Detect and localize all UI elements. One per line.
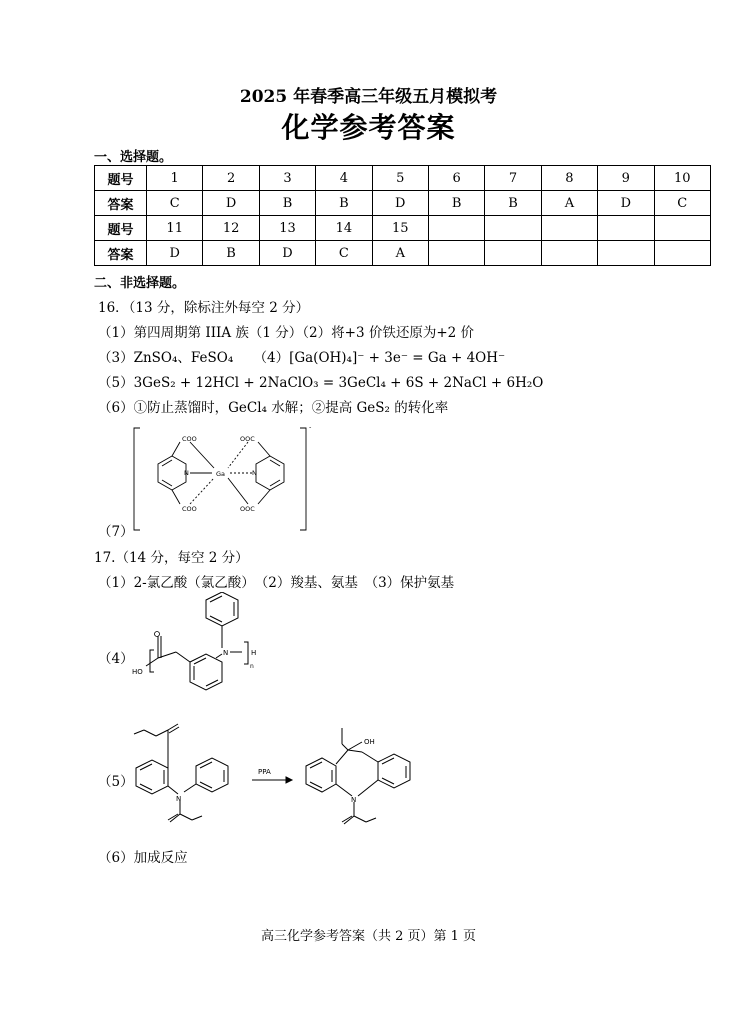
- question-number-row: [95, 166, 711, 191]
- polymer-n-subscript: n: [250, 663, 254, 670]
- ga-top-left-label: COO: [182, 435, 197, 443]
- row-label-question: 题号: [95, 166, 147, 191]
- question-number-cell: [598, 216, 654, 241]
- section1-heading: 一、选择题。: [94, 150, 173, 165]
- question-number-cell: [654, 216, 710, 241]
- polymer-n-label: N: [223, 649, 229, 657]
- answer-table: [94, 165, 711, 266]
- answer-cell: D: [372, 191, 428, 216]
- answer-cell: D: [259, 241, 315, 266]
- reaction-scheme: [126, 722, 426, 842]
- q17-item6: （6）加成反应: [98, 850, 188, 866]
- question-number-cell: 12: [203, 216, 259, 241]
- q17-item5-label: （5）: [98, 774, 134, 790]
- answer-title: 化学参考答案: [281, 111, 456, 144]
- reactant-n-label: N: [176, 795, 182, 803]
- ga-n-left-label: N: [184, 469, 189, 477]
- question-number-cell: 9: [598, 166, 654, 191]
- question-number-cell: [485, 216, 541, 241]
- answer-cell: B: [316, 191, 372, 216]
- q17-line-1: （1）2-氯乙酸（氯乙酸） （2）羧基、氨基 （3）保护氨基: [98, 575, 455, 591]
- page-footer: 高三化学参考答案（共 2 页）第 1 页: [260, 929, 477, 944]
- answer-cell: B: [485, 191, 541, 216]
- question-number-cell: 2: [203, 166, 259, 191]
- answer-cell: C: [654, 191, 710, 216]
- q17-item4-label: （4）: [98, 651, 134, 667]
- ga-charge-label: -: [309, 423, 312, 431]
- answer-cell: D: [598, 191, 654, 216]
- answer-cell: [541, 241, 597, 266]
- answer-cell: D: [203, 191, 259, 216]
- ga-top-right-label: OOC: [240, 435, 255, 443]
- q17-title: 17.（14 分，每空 2 分）: [94, 550, 249, 566]
- polymer-ho-label: HO: [132, 668, 143, 676]
- answer-cell: [428, 241, 484, 266]
- answer-cell: B: [428, 191, 484, 216]
- question-number-cell: 6: [428, 166, 484, 191]
- question-number-cell: 3: [259, 166, 315, 191]
- answer-row: [95, 241, 711, 266]
- reagent-label: PPA: [258, 768, 271, 776]
- question-number-row: [95, 216, 711, 241]
- answer-cell: [598, 241, 654, 266]
- answer-cell: A: [541, 191, 597, 216]
- answer-cell: A: [372, 241, 428, 266]
- answer-cell: C: [316, 241, 372, 266]
- question-number-cell: 14: [316, 216, 372, 241]
- question-number-cell: 4: [316, 166, 372, 191]
- question-number-cell: 15: [372, 216, 428, 241]
- answer-cell: [654, 241, 710, 266]
- question-number-cell: 10: [654, 166, 710, 191]
- row-label-question: 题号: [95, 216, 147, 241]
- question-number-cell: 5: [372, 166, 428, 191]
- answer-cell: B: [203, 241, 259, 266]
- section2-heading: 二、非选择题。: [94, 276, 186, 291]
- answer-cell: C: [147, 191, 203, 216]
- ga-bottom-left-label: COO: [182, 505, 197, 513]
- row-label-answer: 答案: [95, 191, 147, 216]
- product-oh-label: OH: [364, 738, 375, 746]
- q16-item7-label: （7）: [98, 524, 134, 540]
- q16-title: 16．（13 分，除标注外每空 2 分）: [98, 300, 310, 316]
- q16-line-3: （5）3GeS₂ + 12HCl + 2NaClO₃ = 3GeCl₄ + 6S + 2NaCl + 6H₂O: [98, 375, 544, 391]
- question-number-cell: 8: [541, 166, 597, 191]
- answer-cell: [485, 241, 541, 266]
- q16-line-1: （1）第四周期第 IIIA 族（1 分）（2）将+3 价铁还原为+2 价: [98, 325, 475, 341]
- question-number-cell: [428, 216, 484, 241]
- ga-metal-label: Ga: [216, 470, 226, 478]
- ga-n-right-label: N: [252, 469, 257, 477]
- ga-complex-structure: [128, 420, 318, 535]
- ga-bottom-right-label: OOC: [240, 505, 255, 513]
- row-label-answer: 答案: [95, 241, 147, 266]
- product-n-label: N: [351, 796, 357, 804]
- polymer-h-label: H: [251, 649, 257, 657]
- polymer-structure: [126, 592, 276, 717]
- exam-title: 2025 年春季高三年级五月模拟考: [239, 87, 498, 107]
- question-number-cell: 11: [147, 216, 203, 241]
- answer-cell: D: [147, 241, 203, 266]
- question-number-cell: 13: [259, 216, 315, 241]
- question-number-cell: 7: [485, 166, 541, 191]
- question-number-cell: 1: [147, 166, 203, 191]
- q16-line-2: （3）ZnSO₄、FeSO₄ （4）[Ga(OH)₄]⁻ + 3e⁻ = Ga + 4OH⁻: [98, 350, 506, 366]
- answer-row: [95, 191, 711, 216]
- answer-cell: B: [259, 191, 315, 216]
- question-number-cell: [541, 216, 597, 241]
- q16-line-4: （6）①防止蒸馏时，GeCl₄ 水解；②提高 GeS₂ 的转化率: [98, 400, 449, 416]
